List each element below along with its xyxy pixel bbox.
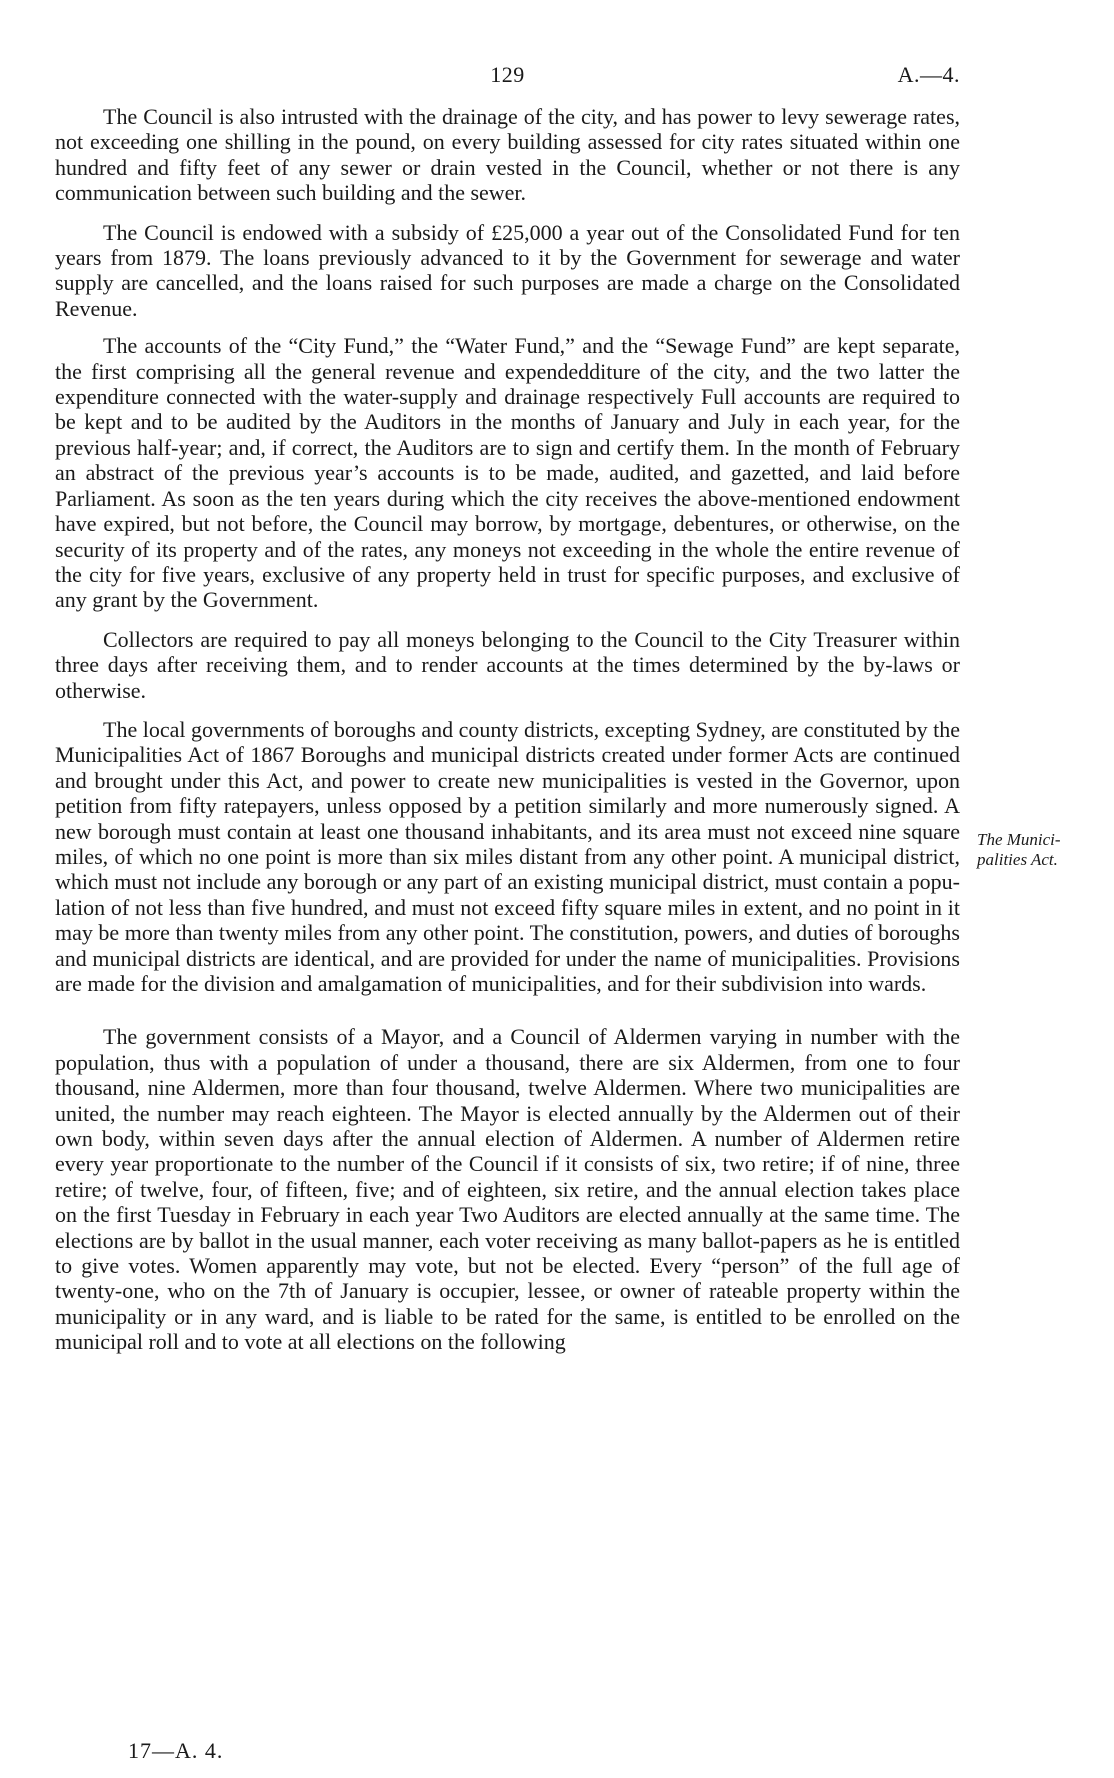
- sheet-signature: 17—A. 4.: [128, 1738, 224, 1763]
- page-number: 129: [490, 62, 525, 87]
- paragraph-subsidy: The Council is endowed with a subsidy of £25,000 a year out of the Consolidated Fund for ten years from 1879. The loans previously advanced to it by the Government for sewerage and water supply are cancelled, and the loans raised for such purposes are made a charge on the Consolidated Revenue.: [55, 219, 960, 321]
- paragraph-local-governments: The local governments of boroughs and county districts, excepting Sydney, are constituted by the Municipalities Act of 1867 Boroughs and municipal districts created under former Acts are continued and brought under this Act, and power to create new municipalities is vested in the Governor, upon petition from fifty ratepayers, unless opposed by a petition similarly and more numerously signed. A new borough must contain at least one thousand inhabitants, and its area must not exceed nine square miles, of which no one point is more than six miles distant from any other point. A municipal district, which must not include any borough or any part of an existing municipal district, must contain a population of not less than five hundred, and must not exceed fifty square miles in extent, and no point in it may be more than twenty miles from any other point. The constitution, powers, and duties of boroughs and municipal districts are identical, and are provided for under the name of municipalities. Provisions are made for the division and amalgamation of municipalities, and for their subdivision into wards.: [55, 716, 960, 996]
- paragraph-collectors: Collectors are required to pay all moneys belonging to the Council to the City Treasurer within three days after receiving them, and to render accounts at the times determined by the by-laws or otherwise.: [55, 626, 960, 703]
- running-head: [55, 62, 960, 92]
- paragraph-accounts: The accounts of the “City Fund,” the “Water Fund,” and the “Sewage Fund” are kept separate, the first comprising all the general revenue and expendedditure of the city, and the two latter the expenditure connected with the water-supply and drainage respectively Full accounts are required to be kept and to be audited by the Auditors in the months of January and July in each year, for the previous half-year; and, if correct, the Auditors are to sign and certify them. In the month of February an abstract of the previous year’s accounts is to be made, audited, and gazetted, and laid before Parliament. As soon as the ten years during which the city receives the above-mentioned endowment have expired, but not before, the Council may borrow, by mortgage, debentures, or otherwise, on the security of its property and of the rates, any moneys not exceeding in the whole the entire revenue of the city for five years, exclusive of any property held in trust for specific purposes, and exclusive of any grant by the Government.: [55, 333, 960, 613]
- document-reference: A.—4.: [897, 62, 960, 87]
- paragraph-government-composition: The government consists of a Mayor, and a Council of Aldermen varying in number with the population, thus with a population of under a thousand, there are six Aldermen, from one to four thousand, nine Aldermen, more than four thousand, twelve Aldermen. Where two municipalities are united, the number may reach eighteen. The Mayor is elected annually by the Aldermen out of their own body, within seven days after the annual election of Aldermen. A number of Aldermen retire every year proportionate to the number of the Council if it consists of six, two retire; if of nine, three retire; of twelve, four, of fifteen, five; and of eighteen, six retire, and the annual election takes place on the first Tuesday in February in each year Two Auditors are elected annually at the same time. The elections are by ballot in the usual manner, each voter receiving as many ballot-papers as he is entitled to give votes. Women apparently may vote, but not be elected. Every “person” of the full age of twenty-one, who on the 7th of January is occupier, lessee, or owner of rateable property within the municipality or in any ward, and is liable to be rated for the same, is entitled to be enrolled on the municipal roll and to vote at all elections on the following: [55, 1024, 960, 1355]
- margin-note: The Munici-palities Act.: [977, 830, 1061, 869]
- body-text: [55, 104, 960, 1369]
- paragraph-drainage: The Council is also intrusted with the drainage of the city, and has power to levy sewerage rates, not exceeding one shilling in the pound, on every building assessed for city rates situated within one hundred and fifty feet of any sewer or drain vested in the Council, whether or not there is any communication between such building and the sewer.: [55, 104, 960, 206]
